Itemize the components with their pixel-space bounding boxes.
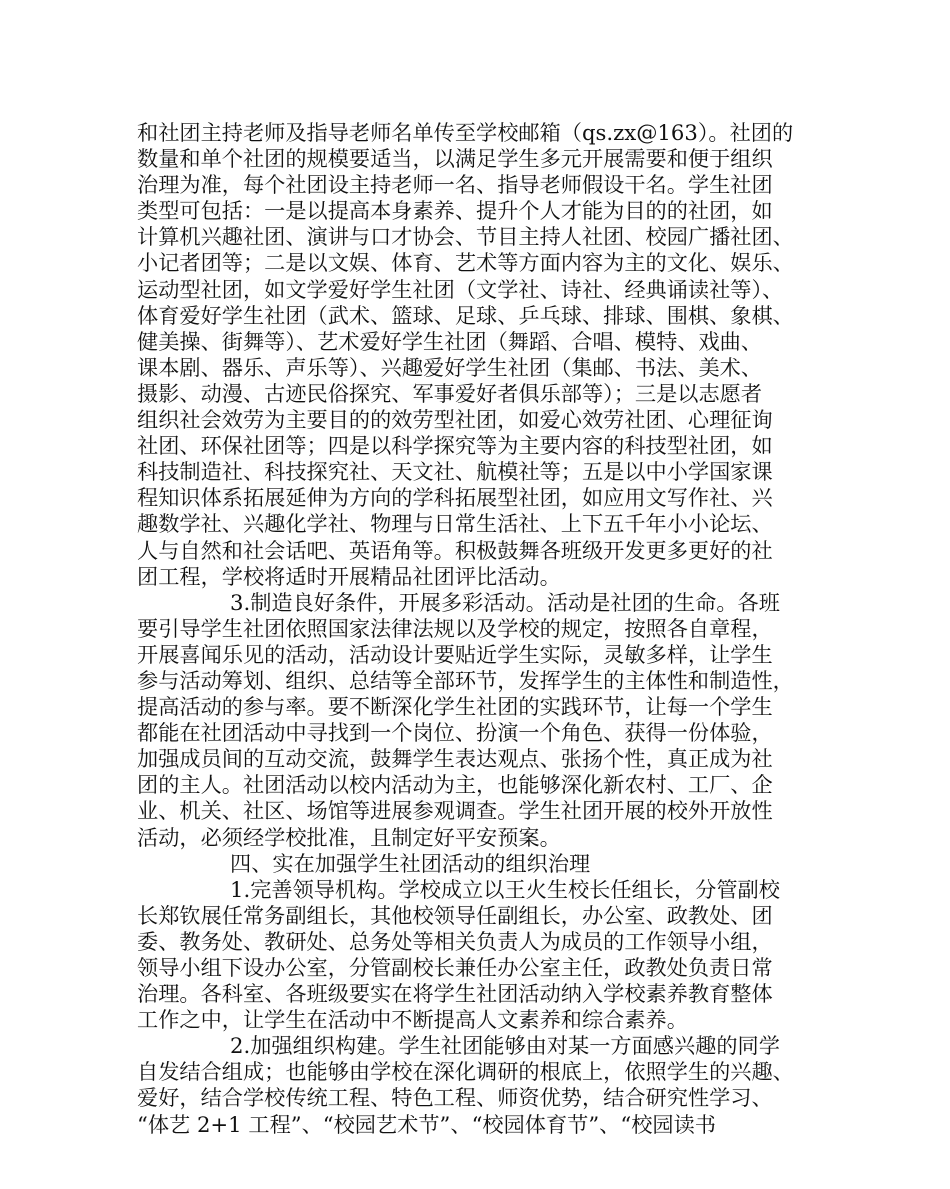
- text-line: 活动，必须经学校批准，且制定好平安预案。: [137, 824, 561, 850]
- text-line: 长郑钦展任常务副组长，其他校领导任副组长，办公室、政教处、团: [137, 902, 773, 928]
- text-line: 业、机关、社区、场馆等进展参观调查。学生社团开展的校外开放性: [137, 798, 773, 824]
- document-body: [137, 120, 817, 1138]
- text-line: 都能在社团活动中寻找到一个岗位、扮演一个角色、获得一份体验，: [137, 720, 773, 746]
- text-line: 类型可包括：一是以提高本身素养、提升个人才能为目的的社团，如: [137, 198, 773, 224]
- text-line: 团的主人。社团活动以校内活动为主，也能够深化新农村、工厂、企: [137, 772, 773, 798]
- text-line: 摄影、动漫、古迹民俗探究、军事爱好者俱乐部等）；三是以志愿者: [137, 380, 763, 406]
- text-line: 程知识体系拓展延伸为方向的学科拓展型社团，如应用文写作社、兴: [137, 485, 773, 511]
- text-line: 爱好，结合学校传统工程、特色工程、师资优势，结合研究性学习、: [137, 1085, 773, 1111]
- text-line: 社团、环保社团等；四是以科学探究等为主要内容的科技型社团，如: [137, 433, 773, 459]
- text-line: 自发结合组成；也能够由学校在深化调研的根底上，依照学生的兴趣、: [137, 1059, 794, 1085]
- text-line: 开展喜闻乐见的活动，活动设计要贴近学生实际，灵敏多样，让学生: [137, 641, 773, 667]
- text-line: 加强成员间的互动交流，鼓舞学生表达观点、张扬个性，真正成为社: [137, 746, 773, 772]
- text-line: 治理为准，每个社团设主持老师一名、指导老师假设干名。学生社团: [137, 172, 773, 198]
- text-line: 人与自然和社会话吧、英语角等。积极鼓舞各班级开发更多更好的社: [137, 537, 773, 563]
- text-line: 要引导学生社团依照国家法律法规以及学校的规定，按照各自章程，: [137, 615, 773, 641]
- text-line: 健美操、街舞等）、艺术爱好学生社团（舞蹈、合唱、模特、戏曲、: [137, 328, 763, 354]
- text-line: 课本剧、器乐、声乐等）、兴趣爱好学生社团（集邮、书法、美术、: [137, 354, 763, 380]
- text-line: 计算机兴趣社团、演讲与口才协会、节目主持人社团、校园广播社团、: [137, 224, 794, 250]
- text-line: 工作之中，让学生在活动中不断提高人文素养和综合素养。: [137, 1007, 688, 1033]
- subsection-1-first-line: 1.完善领导机构。学校成立以王火生校长任组长，分管副校: [230, 876, 780, 902]
- section-heading: 四、实在加强学生社团活动的组织治理: [230, 850, 591, 876]
- text-line: 委、教务处、教研处、总务处等相关负责人为成员的工作领导小组，: [137, 928, 773, 954]
- paragraph-3-first-line: 3.制造良好条件，开展多彩活动。活动是社团的生命。各班: [230, 589, 780, 615]
- subsection-2-first-line: 2.加强组织构建。学生社团能够由对某一方面感兴趣的同学: [230, 1033, 780, 1059]
- text-line: “体艺 2+1 工程”、“校园艺术节”、“校园体育节”、“校园读书: [137, 1111, 716, 1137]
- text-line: 领导小组下设办公室，分管副校长兼任办公室主任，政教处负责日常: [137, 955, 773, 980]
- text-line: 参与活动筹划、组织、总结等全部环节，发挥学生的主体性和制造性，: [137, 667, 794, 693]
- text-line: 团工程，学校将适时开展精品社团评比活动。: [137, 563, 561, 589]
- text-line: 科技制造社、科技探究社、天文社、航模社等；五是以中小学国家课: [137, 459, 773, 485]
- text-line: 数量和单个社团的规模要适当，以满足学生多元开展需要和便于组织: [137, 146, 773, 172]
- text-line: 体育爱好学生社团（武术、篮球、足球、乒乓球、排球、围棋、象棋、: [137, 302, 794, 328]
- text-line: 小记者团等；二是以文娱、体育、艺术等方面内容为主的文化、娱乐、: [137, 250, 794, 276]
- text-line: 治理。各科室、各班级要实在将学生社团活动纳入学校素养教育整体: [137, 981, 773, 1007]
- text-line: 提高活动的参与率。要不断深化学生社团的实践环节，让每一个学生: [137, 694, 773, 720]
- text-line: 组织社会效劳为主要目的的效劳型社团，如爱心效劳社团、心理征询: [137, 407, 773, 433]
- text-line: 运动型社团，如文学爱好学生社团（文学社、诗社、经典诵读社等）、: [137, 276, 784, 302]
- text-line: 趣数学社、兴趣化学社、物理与日常生活社、上下五千年小小论坛、: [137, 511, 773, 537]
- text-line: 和社团主持老师及指导老师名单传至学校邮箱（qs.zx@163）。社团的: [137, 120, 794, 145]
